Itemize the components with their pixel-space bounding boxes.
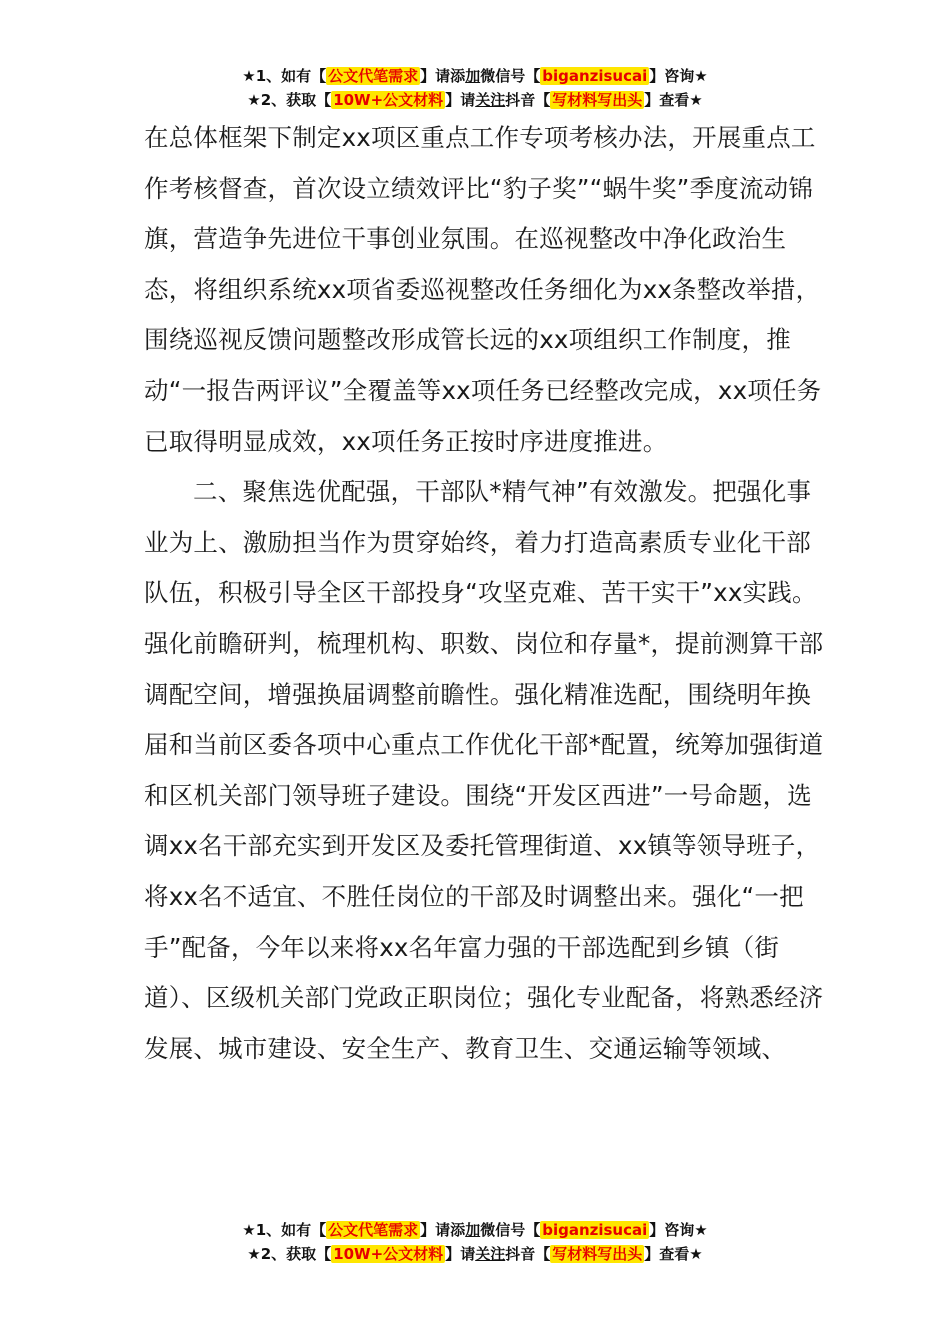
header-line-2-text: 抖音【 <box>505 91 551 109</box>
footer-line-1-text: 】咨询★ <box>649 1221 708 1239</box>
footer-line-1-text: ★1、如有【 <box>242 1221 327 1239</box>
header-materials-highlight: 10W+公文材料 <box>333 91 444 109</box>
header-wechat-id-highlight: biganzisucai <box>542 67 648 85</box>
footer-line-2-text: ★2、获取【 <box>247 1245 332 1263</box>
footer-line-2 <box>0 1242 950 1266</box>
footer-line-1-underlined: 加 <box>465 1221 481 1239</box>
header-line-2-text: 】请 <box>445 91 476 109</box>
header-line-1-text: 微信号【 <box>480 67 541 85</box>
header-banner <box>0 64 950 112</box>
footer-materials-highlight: 10W+公文材料 <box>333 1245 444 1263</box>
header-line-2-text: 】查看★ <box>644 91 703 109</box>
header-line-1 <box>0 64 950 88</box>
header-line-1-text: 】咨询★ <box>649 67 708 85</box>
footer-line-2-text: 】查看★ <box>644 1245 703 1263</box>
header-line-2-underlined: 关注 <box>475 91 506 109</box>
header-line-1-text: ★1、如有【 <box>242 67 327 85</box>
footer-line-2-underlined: 关注 <box>475 1245 506 1263</box>
footer-line-1-text: 】请添 <box>420 1221 466 1239</box>
header-line-2 <box>0 88 950 112</box>
paragraph-1: 在总体框架下制定xx项区重点工作专项考核办法，开展重点工作考核督查，首次设立绩效评比“豹子奖”“蜗牛奖”季度流动锦旗，营造争先进位干事创业氛围。在巡视整改中净化政治生态，将组织系统xx项省委巡视整改任务细化为xx条整改举措，围绕巡视反馈问题整改形成管长远的xx项组织工作制度，推动“一报告两评议”全覆盖等xx项任务已经整改完成，xx项任务已取得明显成效，xx项任务正按时序进度推进。 <box>144 123 822 456</box>
footer-line-2-text: 抖音【 <box>505 1245 551 1263</box>
header-douyin-highlight: 写材料写出头 <box>552 91 643 109</box>
footer-banner <box>0 1218 950 1266</box>
footer-line-2-text: 】请 <box>445 1245 476 1263</box>
header-line-1-underlined: 加 <box>465 67 481 85</box>
footer-wechat-id-highlight: biganzisucai <box>542 1221 648 1239</box>
document-body <box>144 113 824 1074</box>
header-line-2-text: ★2、获取【 <box>247 91 332 109</box>
paragraph-2: 二、聚焦选优配强，干部队*精气神”有效激发。把强化事业为上、激励担当作为贯穿始终，着力打造高素质专业化干部队伍，积极引导全区干部投身“攻坚克难、苦干实干”xx实践。强化前瞻研判，梳理机构、职数、岗位和存量*，提前测算干部调配空间，增强换届调整前瞻性。强化精准选配，围绕明年换届和当前区委各项中心重点工作优化干部*配置，统筹加强街道和区机关部门领导班子建设。围绕“开发区西进”一号命题，选调xx名干部充实到开发区及委托管理街道、xx镇等领导班子，将xx名不适宜、不胜任岗位的干部及时调整出来。强化“一把手”配备，今年以来将xx名年富力强的干部选配到乡镇（街道）、区级机关部门党政正职岗位；强化专业配备，将熟悉经济发展、城市建设、安全生产、教育卫生、交通运输等领域、 <box>144 477 824 1063</box>
header-ghostwriting-highlight: 公文代笔需求 <box>328 67 419 85</box>
footer-douyin-highlight: 写材料写出头 <box>552 1245 643 1263</box>
footer-ghostwriting-highlight: 公文代笔需求 <box>328 1221 419 1239</box>
footer-line-1 <box>0 1218 950 1242</box>
footer-line-1-text: 微信号【 <box>480 1221 541 1239</box>
header-line-1-text: 】请添 <box>420 67 466 85</box>
